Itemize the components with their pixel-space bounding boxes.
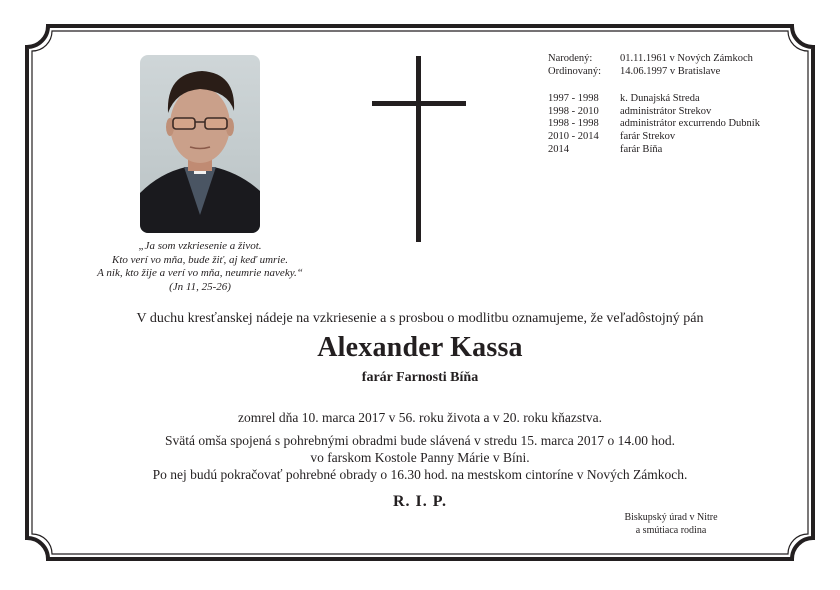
biography — [548, 53, 760, 156]
mass-line-3: Po nej budú pokračovať pohrebné obrady o 16.30 hod. na mestskom cintoríne v Nových Zámkoch. — [152, 467, 688, 482]
rip-text: R. I. P. — [392, 493, 448, 510]
position-row — [548, 106, 760, 119]
bible-quote — [70, 240, 330, 294]
portrait-photo — [140, 55, 260, 233]
born-label: Narodený: — [548, 53, 593, 64]
position-years: 1997 - 1998 — [548, 93, 599, 105]
ordained-value: 14.06.1997 v Bratislave — [620, 65, 721, 77]
position-place: administrátor Strekov — [620, 105, 712, 117]
ordained-label: Ordinovaný: — [548, 65, 602, 77]
born-value: 01.11.1961 v Nových Zámkoch — [620, 53, 753, 64]
position-place: administrátor excurrendo Dubník — [620, 118, 760, 130]
quote-line-1: „Ja som vzkriesenie a život. — [138, 240, 262, 252]
position-row — [548, 144, 760, 157]
position-row — [548, 131, 760, 144]
signature-line-1: Biskupský úrad v Nitre — [624, 512, 718, 523]
deceased-role: farár Farnosti Bíňa — [361, 370, 479, 385]
position-row — [548, 118, 760, 131]
position-place: farár Strekov — [620, 130, 676, 142]
position-years: 1998 - 1998 — [548, 118, 599, 130]
announcement-intro: V duchu kresťanskej nádeje na vzkriesenie a s prosbou o modlitbu oznamujeme, že veľadôstojný pán — [136, 311, 704, 326]
signature — [600, 511, 742, 537]
quote-reference: (Jn 11, 25-26) — [169, 280, 231, 293]
mass-line-2: vo farskom Kostole Panny Márie v Bíni. — [310, 450, 530, 465]
deceased-name: Alexander Kassa — [317, 332, 523, 363]
position-place: farár Bíňa — [620, 143, 663, 155]
position-years: 2014 — [548, 143, 569, 155]
position-years: 2010 - 2014 — [548, 130, 599, 142]
mass-line-1: Svätá omša spojená s pohrebnými obradmi bude slávená v stredu 15. marca 2017 o 14.00 hod. — [165, 433, 675, 448]
ordained-row — [548, 66, 760, 79]
funeral-details — [0, 432, 840, 483]
born-row — [548, 53, 760, 66]
death-notice: zomrel dňa 10. marca 2017 v 56. roku života a v 20. roku kňazstva. — [237, 410, 603, 425]
signature-line-2: a smútiaca rodina — [635, 525, 707, 536]
quote-line-2: Kto verí vo mňa, bude žiť, aj keď umrie. — [112, 253, 288, 266]
portrait-image — [140, 55, 260, 233]
position-years: 1998 - 2010 — [548, 105, 599, 117]
position-row — [548, 93, 760, 106]
quote-line-3: A nik, kto žije a verí vo mňa, neumrie naveky.“ — [97, 267, 303, 280]
position-place: k. Dunajská Streda — [620, 93, 700, 105]
cross-icon — [372, 56, 466, 242]
